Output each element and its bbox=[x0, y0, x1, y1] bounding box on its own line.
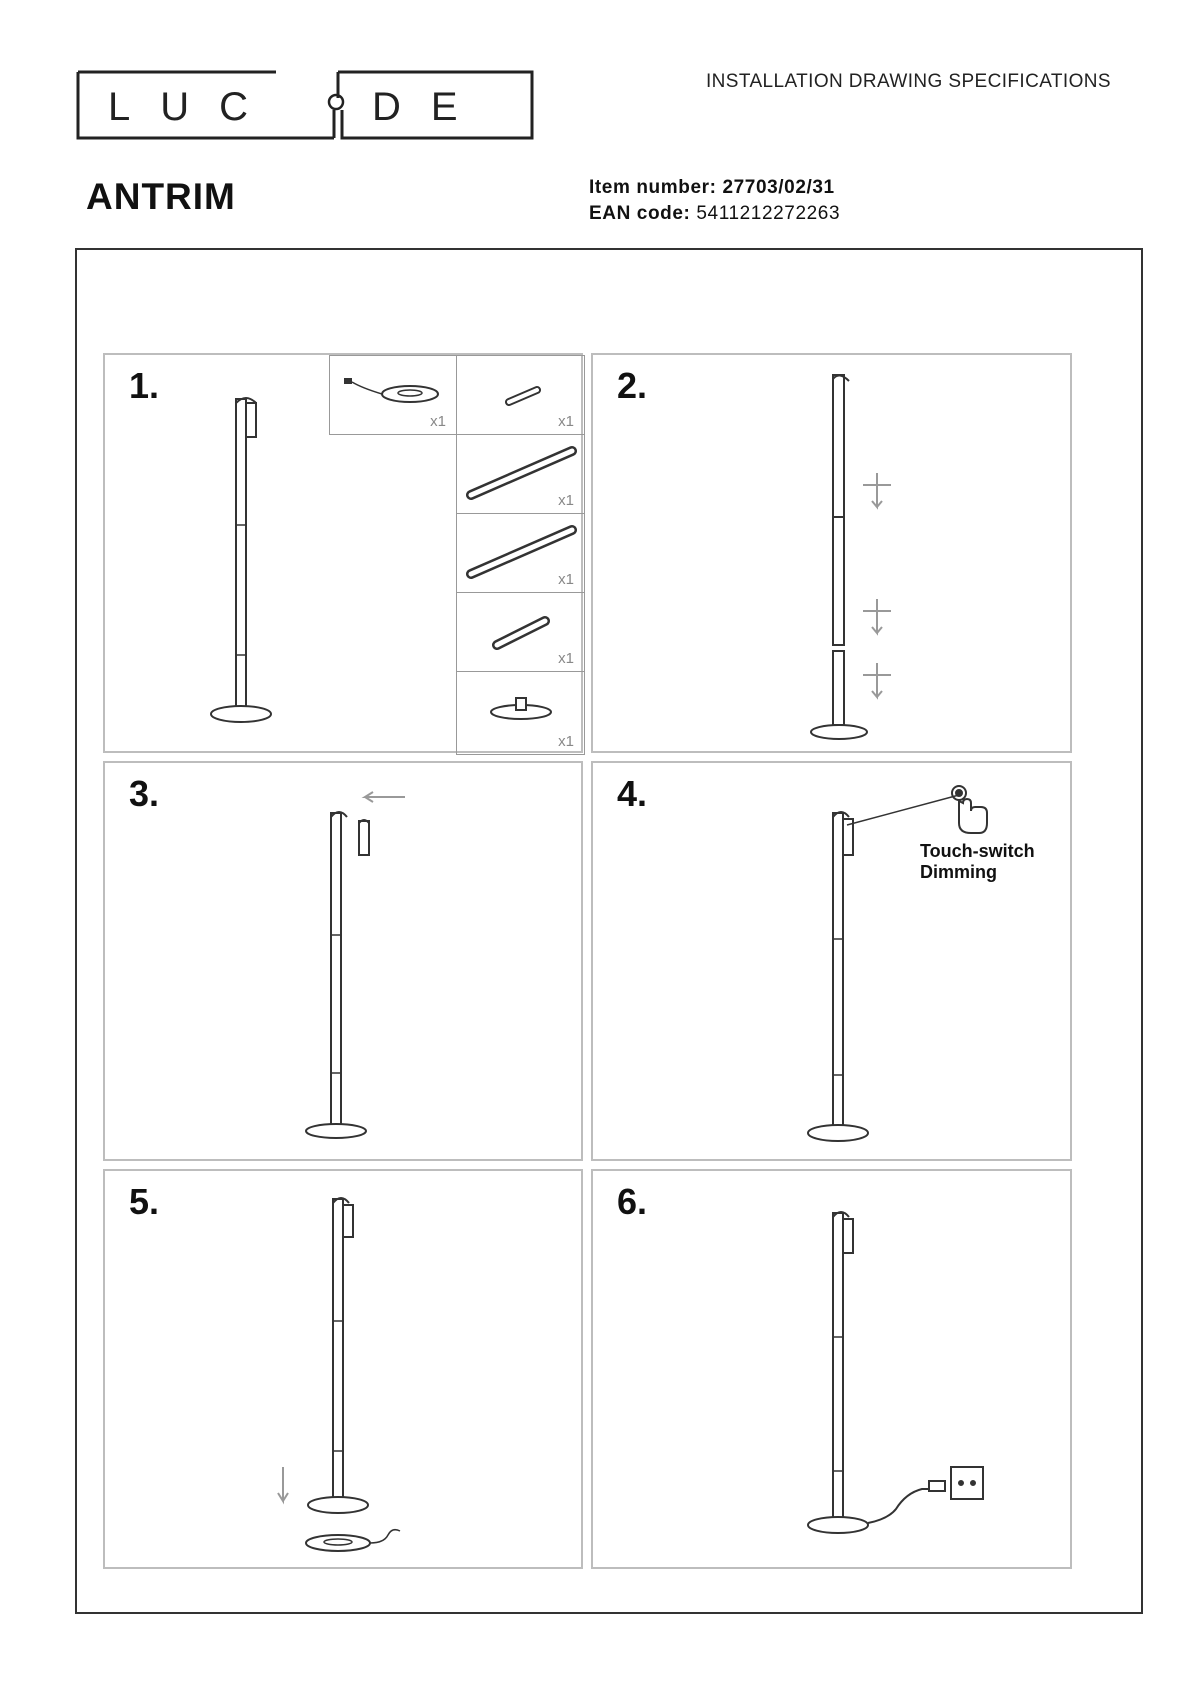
step-panel-4 bbox=[591, 761, 1072, 1161]
instruction-frame bbox=[75, 248, 1143, 1614]
item-number-value: 27703/02/31 bbox=[722, 177, 835, 198]
document-title: INSTALLATION DRAWING SPECIFICATIONS bbox=[706, 71, 1111, 92]
touch-switch-drawing bbox=[593, 763, 1074, 1163]
wall-socket-icon bbox=[951, 1467, 983, 1499]
touch-switch-label bbox=[920, 841, 1035, 883]
svg-text:DE: DE bbox=[372, 85, 488, 129]
base-placement-drawing bbox=[105, 1171, 585, 1571]
plug-in-drawing bbox=[593, 1171, 1074, 1571]
step-number: 4. bbox=[617, 773, 648, 814]
step-panel-1 bbox=[103, 353, 583, 753]
left-arrow-icon bbox=[365, 792, 405, 802]
part-cell bbox=[456, 671, 585, 755]
screw-arrow-icon bbox=[863, 473, 891, 697]
step-panel-6 bbox=[591, 1169, 1072, 1569]
ean-label: EAN code: bbox=[589, 203, 691, 224]
item-number-row bbox=[589, 175, 840, 201]
part-cell bbox=[456, 592, 585, 672]
quantity-label: x1 bbox=[558, 492, 574, 509]
step-number: 1. bbox=[129, 365, 160, 406]
step-panel-2 bbox=[591, 353, 1072, 753]
product-meta bbox=[589, 175, 840, 227]
item-number-label: Item number: bbox=[589, 177, 717, 198]
quantity-label: x1 bbox=[558, 650, 574, 667]
quantity-label: x1 bbox=[558, 413, 574, 430]
quantity-label: x1 bbox=[430, 413, 446, 430]
step-panel-3 bbox=[103, 761, 583, 1161]
part-cell bbox=[456, 513, 585, 593]
product-name: ANTRIM bbox=[86, 176, 236, 217]
part-cell bbox=[456, 434, 585, 514]
touch-hand-icon bbox=[952, 786, 987, 833]
ean-value: 5411212272263 bbox=[696, 203, 841, 224]
ean-row bbox=[589, 201, 840, 227]
dimming-line: Dimming bbox=[920, 862, 998, 882]
head-attach-drawing bbox=[105, 763, 585, 1163]
step-number: 6. bbox=[617, 1181, 648, 1222]
tube-assembly-drawing bbox=[593, 355, 1074, 755]
down-arrow-icon bbox=[278, 1467, 288, 1501]
quantity-label: x1 bbox=[558, 571, 574, 588]
quantity-label: x1 bbox=[558, 733, 574, 750]
step-number: 3. bbox=[129, 773, 160, 814]
svg-text:LUC: LUC bbox=[108, 85, 279, 129]
part-cell bbox=[456, 355, 585, 435]
step-number: 2. bbox=[617, 365, 648, 406]
lucide-logo bbox=[76, 70, 534, 140]
part-cell bbox=[329, 355, 457, 435]
step-panel-5 bbox=[103, 1169, 583, 1569]
step-number: 5. bbox=[129, 1181, 160, 1222]
touch-switch-line: Touch-switch bbox=[920, 841, 1035, 861]
